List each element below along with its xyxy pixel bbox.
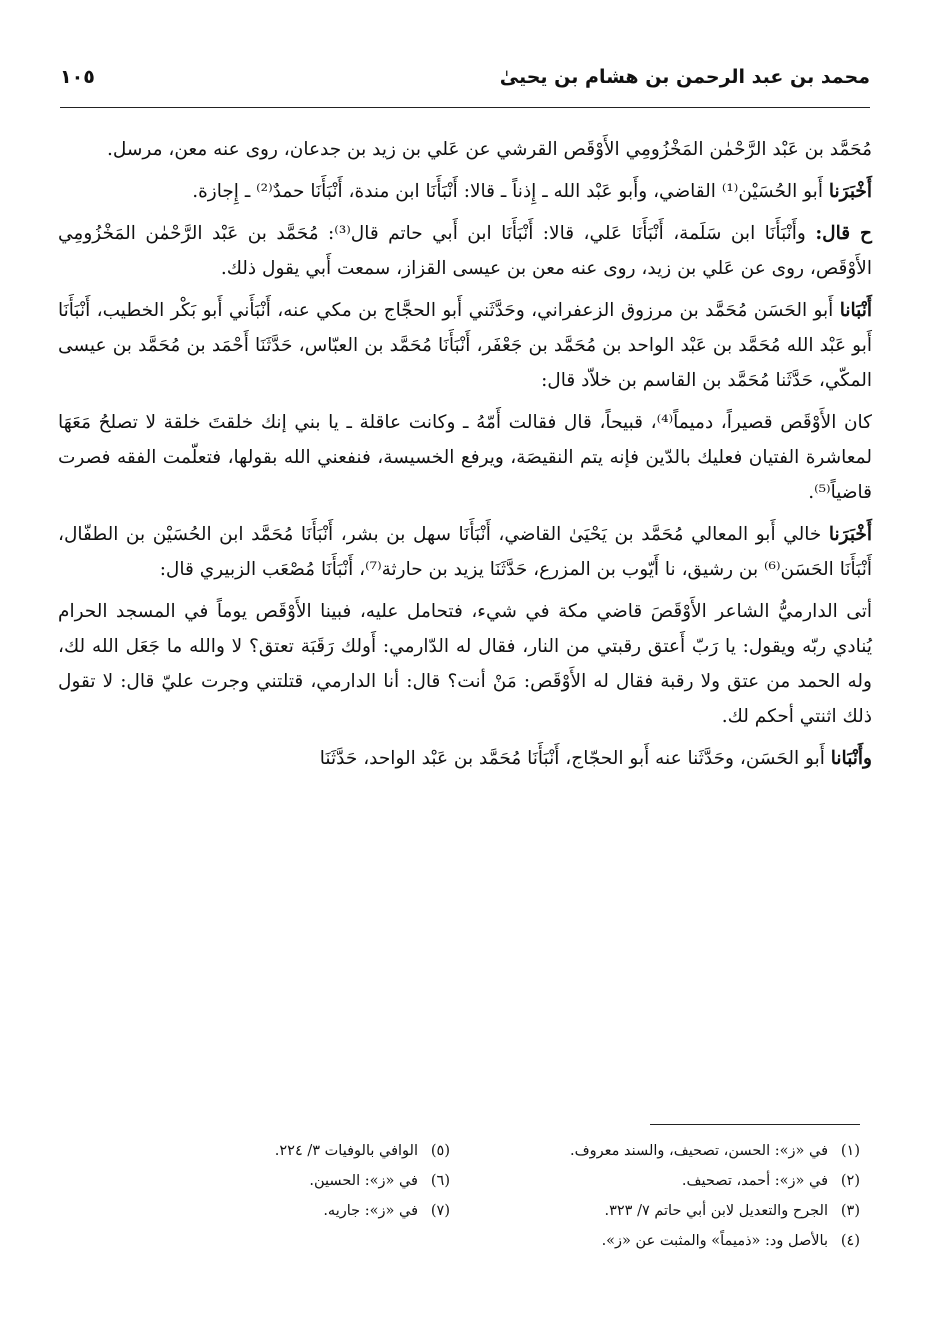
paragraph-1 [58, 132, 872, 167]
paragraph-lead: أَنْبَانا [839, 300, 872, 321]
footnote-rule [650, 1124, 860, 1125]
paragraph-text: أتى الدارميُّ الشاعر الأَوْقَصَ قاضي مكة في شيء، فتحامل عليه، فبينا الأَوْقَص يوماً في المسجد الحرام يُنادي ربّه ويقول: يا رَبّ أَعتق رقبتي من النار، فقال له الدّارمي: أَولك رَقَبَة تعتق؟ لا والله ما جَعَل الله لك، وله الحمد من عتق ولا رقبة فقال له الأَوْقَص: مَنْ أنت؟ قال: أنا الدارمي، قتلتني وجرت عليّ قال: لا تقول ذلك اثنتي أحكم لك. [58, 601, 872, 727]
footnote-number: (٣) [840, 1203, 860, 1219]
paragraph-lead: أَخْبَرَنا [828, 181, 872, 202]
footnote-7 [150, 1196, 450, 1226]
footnote-6 [150, 1166, 450, 1196]
footnote-number: (٢) [840, 1173, 860, 1189]
footnote-number: (١) [840, 1143, 860, 1159]
paragraph-4 [58, 293, 872, 398]
footnote-4 [510, 1226, 860, 1256]
footnote-5 [150, 1136, 450, 1166]
running-title: محمد بن عبد الرحمن بن هشام بن يحيىٰ [499, 66, 870, 88]
footnotes-right-column [510, 1136, 860, 1256]
paragraph-text: وأَنْبَأَنَا ابن سَلَمة، أَنْبَأَنَا عَلي، قالا: أَنْبَأَنَا ابن أَبي حاتم قال⁽³⁾: مُحَمَّد بن عَبْد الرَّحْمٰن المَخْزُومِي الأَوْقَص، روى عن عَلي بن زيد، روى عنه معن بن عيسى القزاز، سمعت أَبي يقول ذلك. [58, 223, 872, 279]
footnote-text: في «ز»: الحسين. [309, 1173, 418, 1189]
footnote-1 [510, 1136, 860, 1166]
paragraph-text: أَبو الحَسَن، وحَدَّثَنا عنه أَبو الحجّاج، أَنْبَأَنَا مُحَمَّد بن عَبْد الواحد، حَدَّثَنَا [319, 748, 831, 769]
paragraph-text: خالي أَبو المعالي مُحَمَّد بن يَحْيَىٰ القاضي، أَنْبَأَنَا سهل بن بشر، أَنْبَأَنَا مُحَمَّد ابن الحُسَيْن بن الطفّال، أَنْبَأَنَا الحَسَن⁽⁶⁾ بن رشيق، نا أَيّوب بن المزرع، حَدَّثَنَا يزيد بن حارثة⁽⁷⁾، أَنْبَأَنَا مُصْعَب الزبيري قال: [58, 524, 872, 580]
footnote-3 [510, 1196, 860, 1226]
footnote-number: (٧) [430, 1203, 450, 1219]
header-rule [60, 107, 870, 108]
footnote-text: الوافي بالوفيات ٣/ ٢٢٤. [274, 1143, 418, 1159]
paragraph-lead: وأَنْبَانا [830, 748, 872, 769]
paragraph-7 [58, 594, 872, 734]
paragraph-8 [58, 741, 872, 776]
paragraph-6 [58, 517, 872, 587]
paragraph-text: أَبو الحُسَيْن⁽¹⁾ القاضي، وأَبو عَبْد الله ـ إِذناً ـ قالا: أَنْبَأَنَا ابن مندة، أَنْبَأَنَا حمدٌ⁽²⁾ ـ إِجازة. [192, 181, 829, 202]
footnote-2 [510, 1166, 860, 1196]
footnote-text: الجرح والتعديل لابن أبي حاتم ٧/ ٣٢٣. [604, 1203, 828, 1219]
footnote-number: (٥) [430, 1143, 450, 1159]
footnote-text: في «ز»: جاريه. [323, 1203, 418, 1219]
footnote-text: في «ز»: الحسن، تصحيف، والسند معروف. [570, 1143, 828, 1159]
footnote-text: بالأصل ود: «ذميماً» والمثبت عن «ز». [601, 1233, 828, 1249]
paragraph-3 [58, 216, 872, 286]
main-text [58, 132, 872, 783]
paragraph-lead: ح قال: [815, 223, 872, 244]
paragraph-text: مُحَمَّد بن عَبْد الرَّحْمٰن المَخْزُومِي الأَوْقَص القرشي عن عَلي بن زيد بن جدعان، روى عنه معن، مرسل. [106, 139, 872, 160]
page-header [60, 60, 870, 100]
footnote-number: (٦) [430, 1173, 450, 1189]
footnote-text: في «ز»: أحمد، تصحيف. [681, 1173, 828, 1189]
paragraph-5 [58, 405, 872, 510]
page-number: ١٠٥ [60, 66, 95, 88]
footnote-number: (٤) [840, 1233, 860, 1249]
paragraph-2 [58, 174, 872, 209]
paragraph-text: أَبو الحَسَن مُحَمَّد بن مرزوق الزعفراني، وحَدَّثَني أَبو الحجَّاج بن مكي عنه، أَنْبَأَني أَبو بَكْر الخطيب، أَنْبَأَنَا أَبو عَبْد الله مُحَمَّد بن عَبْد الواحد بن مُحَمَّد بن جَعْفَر، أَنْبَأَنَا مُحَمَّد بن العبّاس، حَدَّثَنَا أَحْمَد بن مُحَمَّد بن عيسى المكّي، حَدَّثَنا مُحَمَّد بن القاسم بن خلاّد قال: [58, 300, 872, 391]
footnotes-left-column [150, 1136, 450, 1226]
paragraph-lead: أَخْبَرَنا [828, 524, 872, 545]
paragraph-text: كان الأَوْقَص قصيراً، دميماً⁽⁴⁾، قبيحاً، قال فقالت أَمّهُ ـ وكانت عاقلة ـ يا بني إنك خلقتَ خلقة لا تصلحُ مَعَهَا لمعاشرة الفتيان فعليك بالدّين فإنه يتم النقيصَة، ويرفع الخسيسة، فنفعني الله بقولها، فتعلّمت الفقه فصرت قاضياً⁽⁵⁾. [58, 412, 872, 503]
